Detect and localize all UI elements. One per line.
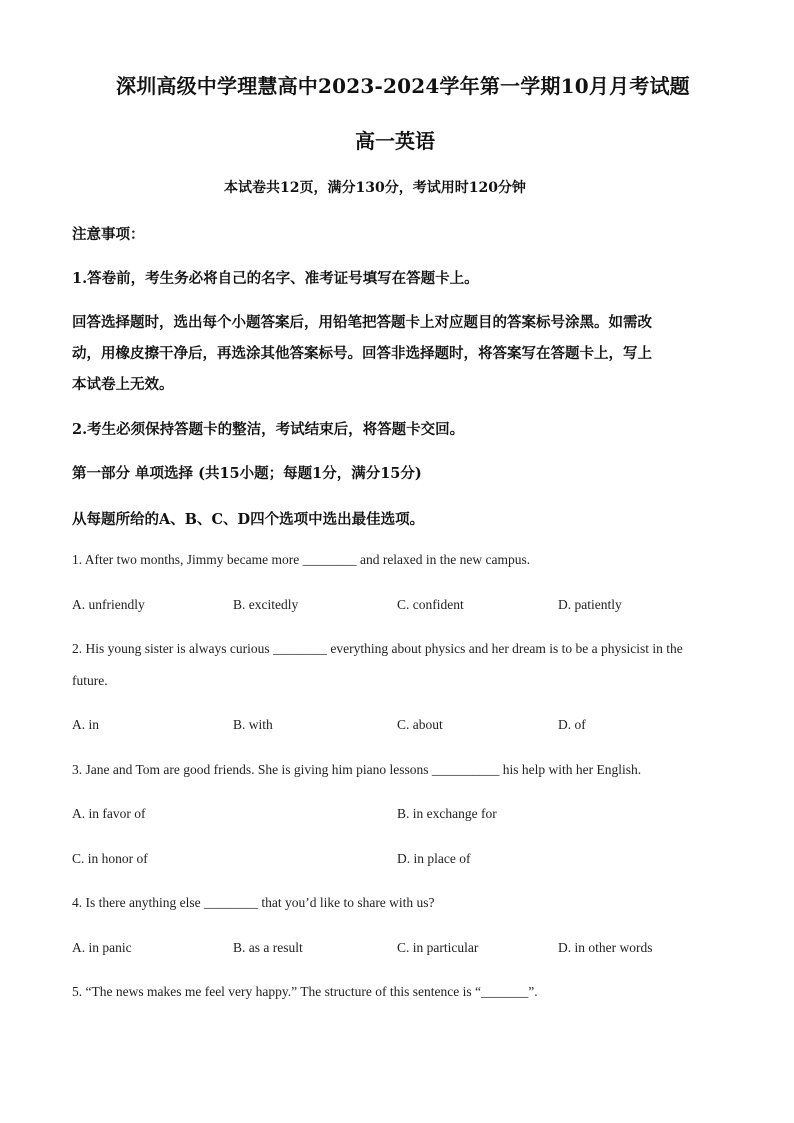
question-2-line-1: 2. His young sister is always curious ________ everything about physics and her dream is to be a physicist in the: [72, 641, 683, 656]
question-3-option-d: D. in place of: [397, 851, 471, 866]
question-5: 5. “The news makes me feel very happy.” The structure of this sentence is “_______”.: [72, 984, 538, 999]
question-1-option-a: A. unfriendly: [72, 597, 145, 612]
section-instruction: 从每题所给的A、B、C、D四个选项中选出最佳选项。: [72, 511, 425, 528]
exam-subject: 高一英语: [355, 129, 435, 153]
question-1-option-c: C. confident: [397, 597, 464, 612]
notes-item-1: 1.答卷前，考生务必将自己的名字、准考证号填写在答题卡上。: [72, 270, 479, 287]
question-2-option-c: C. about: [397, 717, 443, 732]
question-4-option-b: B. as a result: [233, 940, 303, 955]
exam-info: 本试卷共12页，满分130分，考试用时120分钟: [224, 180, 526, 196]
question-2-line-2: future.: [72, 673, 108, 688]
question-4-option-c: C. in particular: [397, 940, 479, 955]
question-2-option-b: B. with: [233, 717, 273, 732]
notes-item-2-line-3: 本试卷上无效。: [72, 376, 174, 393]
question-2-option-a: A. in: [72, 717, 99, 732]
notes-item-2-line-1: 回答选择题时，选出每个小题答案后，用铅笔把答题卡上对应题目的答案标号涂黑。如需改: [72, 314, 652, 331]
question-4-option-d: D. in other words: [558, 940, 653, 955]
question-3-option-a: A. in favor of: [72, 806, 146, 821]
notes-item-2-line-2: 动，用橡皮擦干净后，再选涂其他答案标号。回答非选择题时，将答案写在答题卡上，写上: [72, 345, 652, 362]
question-4: 4. Is there anything else ________ that you’d like to share with us?: [72, 895, 435, 910]
notes-heading: 注意事项：: [72, 226, 145, 243]
section-title: 第一部分 单项选择 (共15小题；每题1分，满分15分): [72, 465, 422, 482]
question-4-option-a: A. in panic: [72, 940, 132, 955]
question-3-option-c: C. in honor of: [72, 851, 148, 866]
notes-item-3: 2.考生必须保持答题卡的整洁，考试结束后，将答题卡交回。: [72, 421, 465, 438]
question-1-option-d: D. patiently: [558, 597, 622, 612]
question-2-option-d: D. of: [558, 717, 586, 732]
question-3-option-b: B. in exchange for: [397, 806, 497, 821]
question-1-option-b: B. excitedly: [233, 597, 299, 612]
question-3: 3. Jane and Tom are good friends. She is giving him piano lessons __________ his help with her English.: [72, 762, 642, 777]
exam-title: 深圳高级中学理慧高中2023-2024学年第一学期10月月考试题: [116, 74, 690, 98]
question-1: 1. After two months, Jimmy became more ________ and relaxed in the new campus.: [72, 552, 531, 567]
